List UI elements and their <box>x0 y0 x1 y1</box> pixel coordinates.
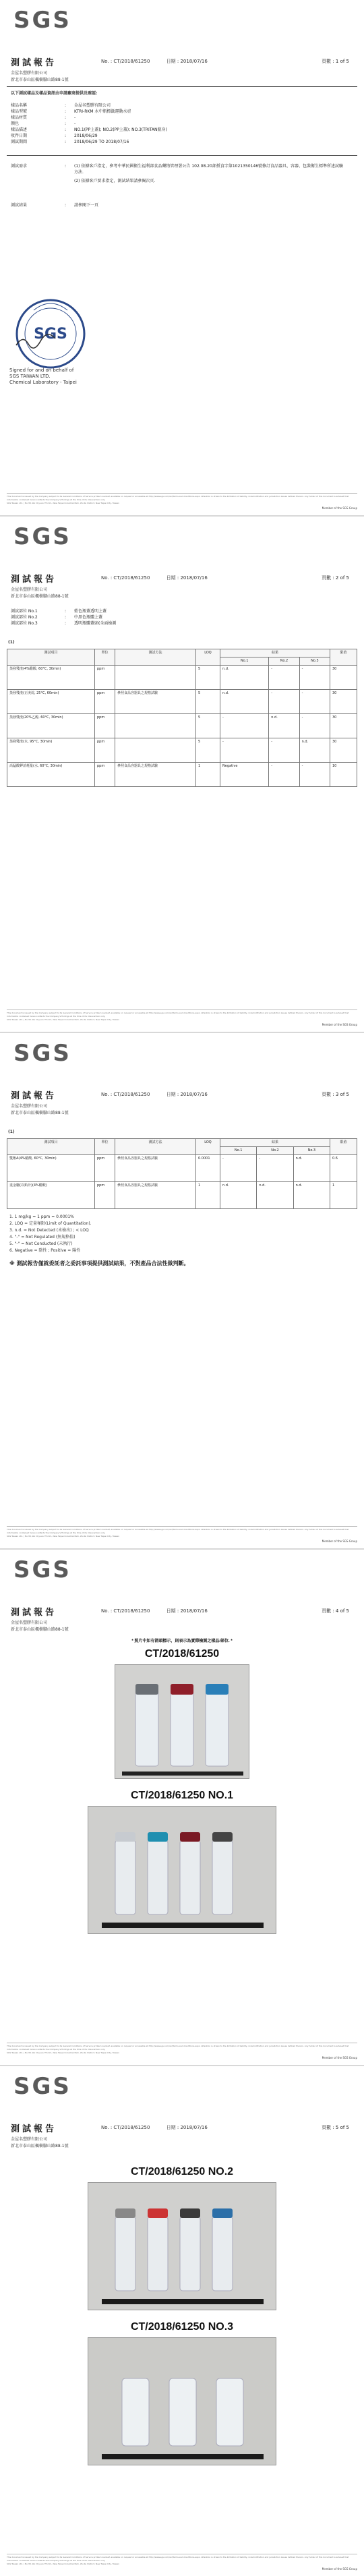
page-footer: This document is issued by the Company subject to its General Conditions of Service printed overleaf, available on request or accessible at http://www.sgs.com/en/Terms-and-Conditions.aspx. Attention is drawn to the limitation of liability, indemnification and jurisdiction issues defined therein. Any holder of this document is advised that information contained hereon reflects the Company's findings at the time of its intervention only. SGS Taiwan Ltd. | No.38, Wu Chyuan 7th Rd., New Taipei Industrial Park, Wu Ku District, New Taipei City, Taiwan Member of the SGS Group <box>7 493 357 510</box>
page-footer: This document is issued by the Company subject to its General Conditions of Service printed overleaf, available on request or accessible at http://www.sgs.com/en/Terms-and-Conditions.aspx. Attention is drawn to the limitation of liability, indemnification and jurisdiction issues defined therein. Any holder of this document is advised that information contained hereon reflects the Company's findings at the time of its intervention only. SGS Taiwan Ltd. | No.38, Wu Chyuan 7th Rd., New Taipei Industrial Park, Wu Ku District, New Taipei City, Taiwan Member of the SGS Group <box>7 2043 357 2059</box>
result-row: 測試結果 : 請參閱下一頁 <box>11 203 99 208</box>
report-title: 測試報告 <box>11 1091 57 1101</box>
report-meta: No. : CT/2018/61250 日期 : 2018/07/16 <box>101 575 208 581</box>
field-row: 顏色 : - <box>11 121 76 126</box>
page-footer: This document is issued by the Company subject to its General Conditions of Service printed overleaf, available on request or accessible at http://www.sgs.com/en/Terms-and-Conditions.aspx. Attention is drawn to the limitation of liability, indemnification and jurisdiction issues defined therein. Any holder of this document is advised that information contained hereon reflects the Company's findings at the time of its intervention only. SGS Taiwan Ltd. | No.38, Wu Chyuan 7th Rd., New Taipei Industrial Park, Wu Ku District, New Taipei City, Taiwan Member of the SGS Group <box>7 2554 357 2571</box>
page-number: 頁數 : 4 of 5 <box>322 1608 349 1614</box>
sample-note: 以下測試樣品及樣品資訊由申請廠商提供及確認: <box>11 91 98 96</box>
sample-photo <box>88 1806 276 1934</box>
company-address: 金屋名塑膠有限公司 新北市泰山區楓樹腳山路88-1號 <box>11 2137 69 2148</box>
page-number: 頁數 : 5 of 5 <box>322 2125 349 2130</box>
sgs-logo: SGS <box>13 523 71 550</box>
report-meta: No. : CT/2018/61250 日期 : 2018/07/16 <box>101 1608 208 1614</box>
field-row: 樣品名稱 : 金屋名塑膠有限公司 <box>11 103 111 108</box>
field-row: 樣品材質 : - <box>11 115 76 120</box>
table-row: 蒸發殘渣(4%醋酸, 60°C, 30min) ppm 5 n.d. - - 30 <box>7 666 357 690</box>
table-row: 蒸發殘渣(水, 95°C, 30min) ppm 5 - - n.d. 30 <box>7 738 357 763</box>
photo-caption: CT/2018/61250 NO.2 <box>130 2166 234 2177</box>
photo-caption: CT/2018/61250 <box>144 1648 220 1660</box>
table-row: 蒸發殘渣(20%乙醇, 60°C, 30min) ppm 5 - n.d. - 30 <box>7 714 357 738</box>
company-address: 金屋名塑膠有限公司 新北市泰山區楓樹腳山路88-1號 <box>11 1620 69 1632</box>
sample-photo <box>88 2337 276 2465</box>
field-row: 樣品描述 : NO.1(PP上蓋); NO.2(PP上蓋); NO.3(TRITAN瓶身) <box>11 127 167 132</box>
page-number: 頁數 : 1 of 5 <box>322 59 349 64</box>
page-number: 頁數 : 2 of 5 <box>322 575 349 581</box>
sgs-logo: SGS <box>13 2073 71 2100</box>
report-meta: No. : CT/2018/61250 日期 : 2018/07/16 <box>101 2125 208 2130</box>
report-title: 測試報告 <box>11 2124 57 2134</box>
sgs-logo: SGS <box>13 7 71 34</box>
field-row: 測試期間 : 2018/06/29 TO 2018/07/16 <box>11 140 129 144</box>
field-row: 收件日期 : 2018/06/29 <box>11 134 98 138</box>
table-row: 高錳酸鉀消耗量(水, 60°C, 30min) ppm 參照食品容器具之規格試驗 1 Negative - - 10 <box>7 763 357 787</box>
report-title: 測試報告 <box>11 58 57 68</box>
divider <box>7 155 357 156</box>
page-footer: This document is issued by the Company subject to its General Conditions of Service printed overleaf, available on request or accessible at http://www.sgs.com/en/Terms-and-Conditions.aspx. Attention is drawn to the limitation of liability, indemnification and jurisdiction issues defined therein. Any holder of this document is advised that information contained hereon reflects the Company's findings at the time of its intervention only. SGS Taiwan Ltd. | No.38, Wu Chyuan 7th Rd., New Taipei Industrial Park, Wu Ku District, New Taipei City, Taiwan Member of the SGS Group <box>7 1526 357 1543</box>
report-page-1 <box>0 0 364 515</box>
report-no: No. : CT/2018/61250 <box>101 59 150 64</box>
photo-caption: CT/2018/61250 NO.3 <box>130 2321 234 2333</box>
sample-fields <box>11 103 167 145</box>
photo-banner: * 照片中如有箭頭標示，則表示為實際檢測之樣品/部位. * <box>131 1639 233 1643</box>
report-meta: No. : CT/2018/61250 日期 : 2018/07/16 <box>101 1092 208 1097</box>
report-date: 日期 : 2018/07/16 <box>166 59 208 64</box>
signature-mark <box>13 332 61 352</box>
table-row: 重金屬(以鉛計)(4%醋酸) ppm 參照食品容器具之規格試驗 1 n.d. n.d. n.d. 1 <box>7 1182 357 1209</box>
report-meta <box>101 58 222 65</box>
table-row: 雙酚A(4%醋酸, 60°C, 30min) ppm 參照食品容器具之規格試驗 0.0001 - - n.d. 0.6 <box>7 1155 357 1182</box>
report-page-2: SGS 測試報告 No. : CT/2018/61250 日期 : 2018/07/16 頁數 : 2 of 5 金屋名塑膠有限公司 新北市泰山區楓樹腳山路88-1號 測試部位 No.1 : 藍色瓶蓋透明上蓋 測試部位 No.2 : 中黑色瓶體上蓋 測試部位 No.3 : 透明瓶體蓋頭(全面檢測 (1) 測試項目 單位 測試方法 LOQ 結果 限值 No.1 No.2 No.3 蒸發殘渣(4%醋酸, 60°C, 30min) ppm 5 n.d. - - 30 蒸發殘渣(正庚烷, 25°C, 60min) ppm 參照食品容器具之規格試驗 5 n.d. - - 30 蒸發殘渣(20%乙醇, 60°C, 30min) ppm 5 - n.d. - 30 蒸發殘渣(水, 95°C, 30min) ppm 5 - - n.d. 30 高錳酸鉀消耗量(水, 60°C, 30min) ppm 參照食品容器具之規格試驗 1 Negative - - 10 This document is issued by the Company subject to its General Conditions of Service printed overleaf, available on request or accessible at http://www.sgs.com/en/Terms-and-Conditions.aspx. Attention is drawn to the limitation of liability, indemnification and jurisdiction issues defined therein. Any holder of this document is advised that information contained hereon reflects the Company's findings at the time of its intervention only. SGS Taiwan Ltd. | No.38, Wu Chyuan 7th Rd., New Taipei Industrial Park, Wu Ku District, New Taipei City, Taiwan Member of the SGS Group <box>0 517 364 1032</box>
page-number: 頁數 : 3 of 5 <box>322 1092 349 1097</box>
report-page-4 <box>0 1550 364 2065</box>
svg-text:SGS: SGS <box>34 326 67 343</box>
report-page-5 <box>0 2066 364 2576</box>
field-row: 樣品型號 : KTRI-RKM 水中瓶標籤運動水壺 <box>11 109 131 114</box>
signature-block: Signed for and on behalf of SGS TAIWAN LTD. Chemical Laboratory - Taipei <box>9 368 77 385</box>
table-row: 蒸發殘渣(正庚烷, 25°C, 60min) ppm 參照食品容器具之規格試驗 5 n.d. - - 30 <box>7 690 357 714</box>
company-address: 金屋名塑膠有限公司 新北市泰山區楓樹腳山路88-1號 <box>11 587 69 599</box>
sgs-logo: SGS <box>13 1040 71 1067</box>
sample-photo <box>115 1664 249 1779</box>
divider <box>7 86 357 87</box>
photo-caption: CT/2018/61250 NO.1 <box>130 1790 234 1801</box>
disclaimer-emphasis: ※ 測試報告僅就委託者之委託事項提供測試結果，不對產品合法性做判斷。 <box>9 1260 189 1266</box>
report-title: 測試報告 <box>11 1608 57 1618</box>
requirements: 測試需求 : (1) 依據客戶指定，參考中華民國衛生福利部食品藥物管理署公告 102.08.20部授食字第1021350146號修訂食品器具、容器、包裝衛生標準所述試驗方法. (2) 依據客戶要求指定，測試結果請參閱次頁. <box>11 164 344 183</box>
test-parts: 測試部位 No.1 : 藍色瓶蓋透明上蓋 測試部位 No.2 : 中黑色瓶體上蓋 測試部位 No.3 : 透明瓶體蓋頭(全面檢測 <box>11 609 117 626</box>
results-table: 測試項目 單位 測試方法 LOQ 結果 限值 No.1 No.2 No.3 雙酚A(4%醋酸, 60°C, 30min) ppm 參照食品容器具之規格試驗 0.0001 - - n.d. 0.6 重金屬(以鉛計)(4%醋酸) ppm 參照食品容器具之規格試驗 1 n.d. n.d. n.d. 1 <box>7 1138 357 1209</box>
report-title: 測試報告 <box>11 575 57 585</box>
page-footer: This document is issued by the Company subject to its General Conditions of Service printed overleaf, available on request or accessible at http://www.sgs.com/en/Terms-and-Conditions.aspx. Attention is drawn to the limitation of liability, indemnification and jurisdiction issues defined therein. Any holder of this document is advised that information contained hereon reflects the Company's findings at the time of its intervention only. SGS Taiwan Ltd. | No.38, Wu Chyuan 7th Rd., New Taipei Industrial Park, Wu Ku District, New Taipei City, Taiwan Member of the SGS Group <box>7 1009 357 1026</box>
sgs-logo: SGS <box>13 1556 71 1583</box>
notes: 1. 1 mg/kg = 1 ppm = 0.0001% 2. LOQ = 定量極限(Limit of Quantitation). 3. n.d. = Not Detected (未檢出) ; < LOQ 4. "-" = Not Regulated (無規格值) 5. "-" = Not Conducted (未執行) 6. Negative = 陰性 ; Positive = 陽性 <box>9 1214 92 1253</box>
company-address: 金屋名塑膠有限公司 新北市泰山區楓樹腳山路88-1號 <box>11 71 69 82</box>
company-address: 金屋名塑膠有限公司 新北市泰山區楓樹腳山路88-1號 <box>11 1104 69 1115</box>
sample-photo <box>88 2182 276 2310</box>
report-page-3: SGS 測試報告 No. : CT/2018/61250 日期 : 2018/07/16 頁數 : 3 of 5 金屋名塑膠有限公司 新北市泰山區楓樹腳山路88-1號 (1) 測試項目 單位 測試方法 LOQ 結果 限值 No.1 No.2 No.3 雙酚A(4%醋酸, 60°C, 30min) ppm 參照食品容器具之規格試驗 0.0001 - - n.d. 0.6 重金屬(以鉛計)(4%醋酸) ppm 參照食品容器具之規格試驗 1 n.d. n.d. n.d. 1 1. 1 mg/kg = 1 ppm = 0.0001% 2. LOQ = 定量極限(Limit of Quantitation). 3. n.d. = Not Detected (未檢出) ; < LOQ 4. "-" = Not Regulated (無規格值) 5. "-" = Not Conducted (未執行) 6. Negative = 陰性 ; Positive = 陽性 ※ 測試報告僅就委託者之委託事項提供測試結果，不對產品合法性做判斷。 This document is issued by the Company subject to its General Conditions of Service printed overleaf, available on request or accessible at http://www.sgs.com/en/Terms-and-Conditions.aspx. Attention is drawn to the limitation of liability, indemnification and jurisdiction issues defined therein. Any holder of this document is advised that information contained hereon reflects the Company's findings at the time of its intervention only. SGS Taiwan Ltd. | No.38, Wu Chyuan 7th Rd., New Taipei Industrial Park, Wu Ku District, New Taipei City, Taiwan Member of the SGS Group <box>0 1033 364 1548</box>
results-table: 測試項目 單位 測試方法 LOQ 結果 限值 No.1 No.2 No.3 蒸發殘渣(4%醋酸, 60°C, 30min) ppm 5 n.d. - - 30 蒸發殘渣(正庚烷, 25°C, 60min) ppm 參照食品容器具之規格試驗 5 n.d. - - 30 蒸發殘渣(20%乙醇, 60°C, 30min) ppm 5 - n.d. - 30 蒸發殘渣(水, 95°C, 30min) ppm 5 - - n.d. 30 高錳酸鉀消耗量(水, 60°C, 30min) ppm 參照食品容器具之規格試驗 1 Negative - - 10 <box>7 649 357 787</box>
